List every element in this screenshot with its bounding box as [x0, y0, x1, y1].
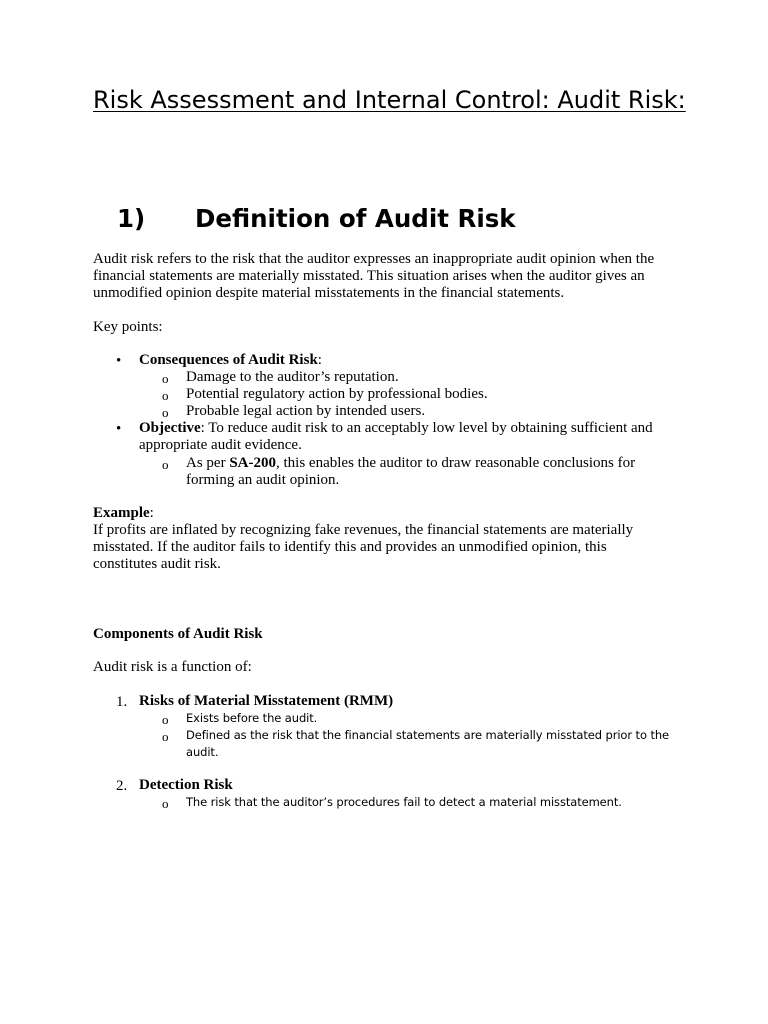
components-heading — [93, 626, 683, 643]
bullet-marker: • — [116, 421, 122, 437]
list-number: 1. — [116, 694, 128, 710]
document-title: Risk Assessment and Internal Control: Audit Risk: — [93, 86, 686, 114]
bullet-objective-label: Objective — [139, 420, 201, 436]
components-heading-text: Components of Audit Risk — [93, 626, 263, 642]
sa-suffix: , this enables the auditor to draw reasonable conclusions for forming an audit opinion. — [186, 455, 636, 488]
components-intro: Audit risk is a function of: — [93, 659, 252, 675]
bullet-consequences — [139, 352, 684, 369]
section-number: 1) — [117, 204, 146, 233]
rmm-detail: Exists before the audit. — [186, 711, 318, 725]
detection-risk-detail: The risk that the auditor’s procedures fail to detect a material misstatement. — [186, 795, 622, 809]
sub-bullet-marker: o — [162, 371, 169, 386]
component-rmm — [139, 693, 684, 710]
section-heading-text: Definition of Audit Risk — [195, 204, 516, 233]
rmm-detail: Defined as the risk that the financial statements are materially misstated prior to the audit. — [186, 728, 670, 759]
example-label: Example — [93, 505, 150, 521]
sub-bullet-marker: o — [162, 712, 169, 727]
consequence-item: Probable legal action by intended users. — [186, 403, 426, 419]
example-paragraph: If profits are inflated by recognizing fake revenues, the financial statements are materially misstated. If the auditor fails to identify this and provides an unmodified opinion, this constitutes audit risk. — [93, 522, 634, 572]
component-detection-risk — [139, 777, 684, 794]
intro-paragraph: Audit risk refers to the risk that the auditor expresses an inappropriate audit opinion when the financial statements are materially misstated. This situation arises when the auditor gives an unmodified opinion despite material misstatements in the financial statements. — [93, 251, 655, 301]
sub-bullet-marker: o — [162, 457, 169, 472]
sub-bullet-marker: o — [162, 405, 169, 420]
detection-risk-label: Detection Risk — [139, 777, 233, 793]
objective-sub-item — [186, 455, 661, 489]
bullet-marker: • — [116, 353, 122, 369]
sa-prefix: As per — [186, 455, 230, 471]
key-points-label: Key points: — [93, 319, 163, 335]
sub-bullet-marker: o — [162, 729, 169, 744]
bullet-objective — [139, 420, 684, 454]
list-number: 2. — [116, 778, 128, 794]
bullet-consequences-label: Consequences of Audit Risk — [139, 352, 318, 368]
sub-bullet-marker: o — [162, 796, 169, 811]
bullet-consequences-colon: : — [317, 352, 322, 368]
consequence-item: Damage to the auditor’s reputation. — [186, 369, 399, 385]
bullet-objective-text: : To reduce audit risk to an acceptably low level by obtaining sufficient and appropriate audit evidence. — [139, 420, 653, 453]
example-label-line — [93, 505, 683, 522]
section-heading — [117, 202, 516, 236]
consequence-item: Potential regulatory action by professional bodies. — [186, 386, 488, 402]
example-colon: : — [149, 505, 154, 521]
sub-bullet-marker: o — [162, 388, 169, 403]
component-rmm-label: Risks of Material Misstatement (RMM) — [139, 693, 394, 709]
sa-200-reference: SA-200 — [229, 455, 276, 471]
